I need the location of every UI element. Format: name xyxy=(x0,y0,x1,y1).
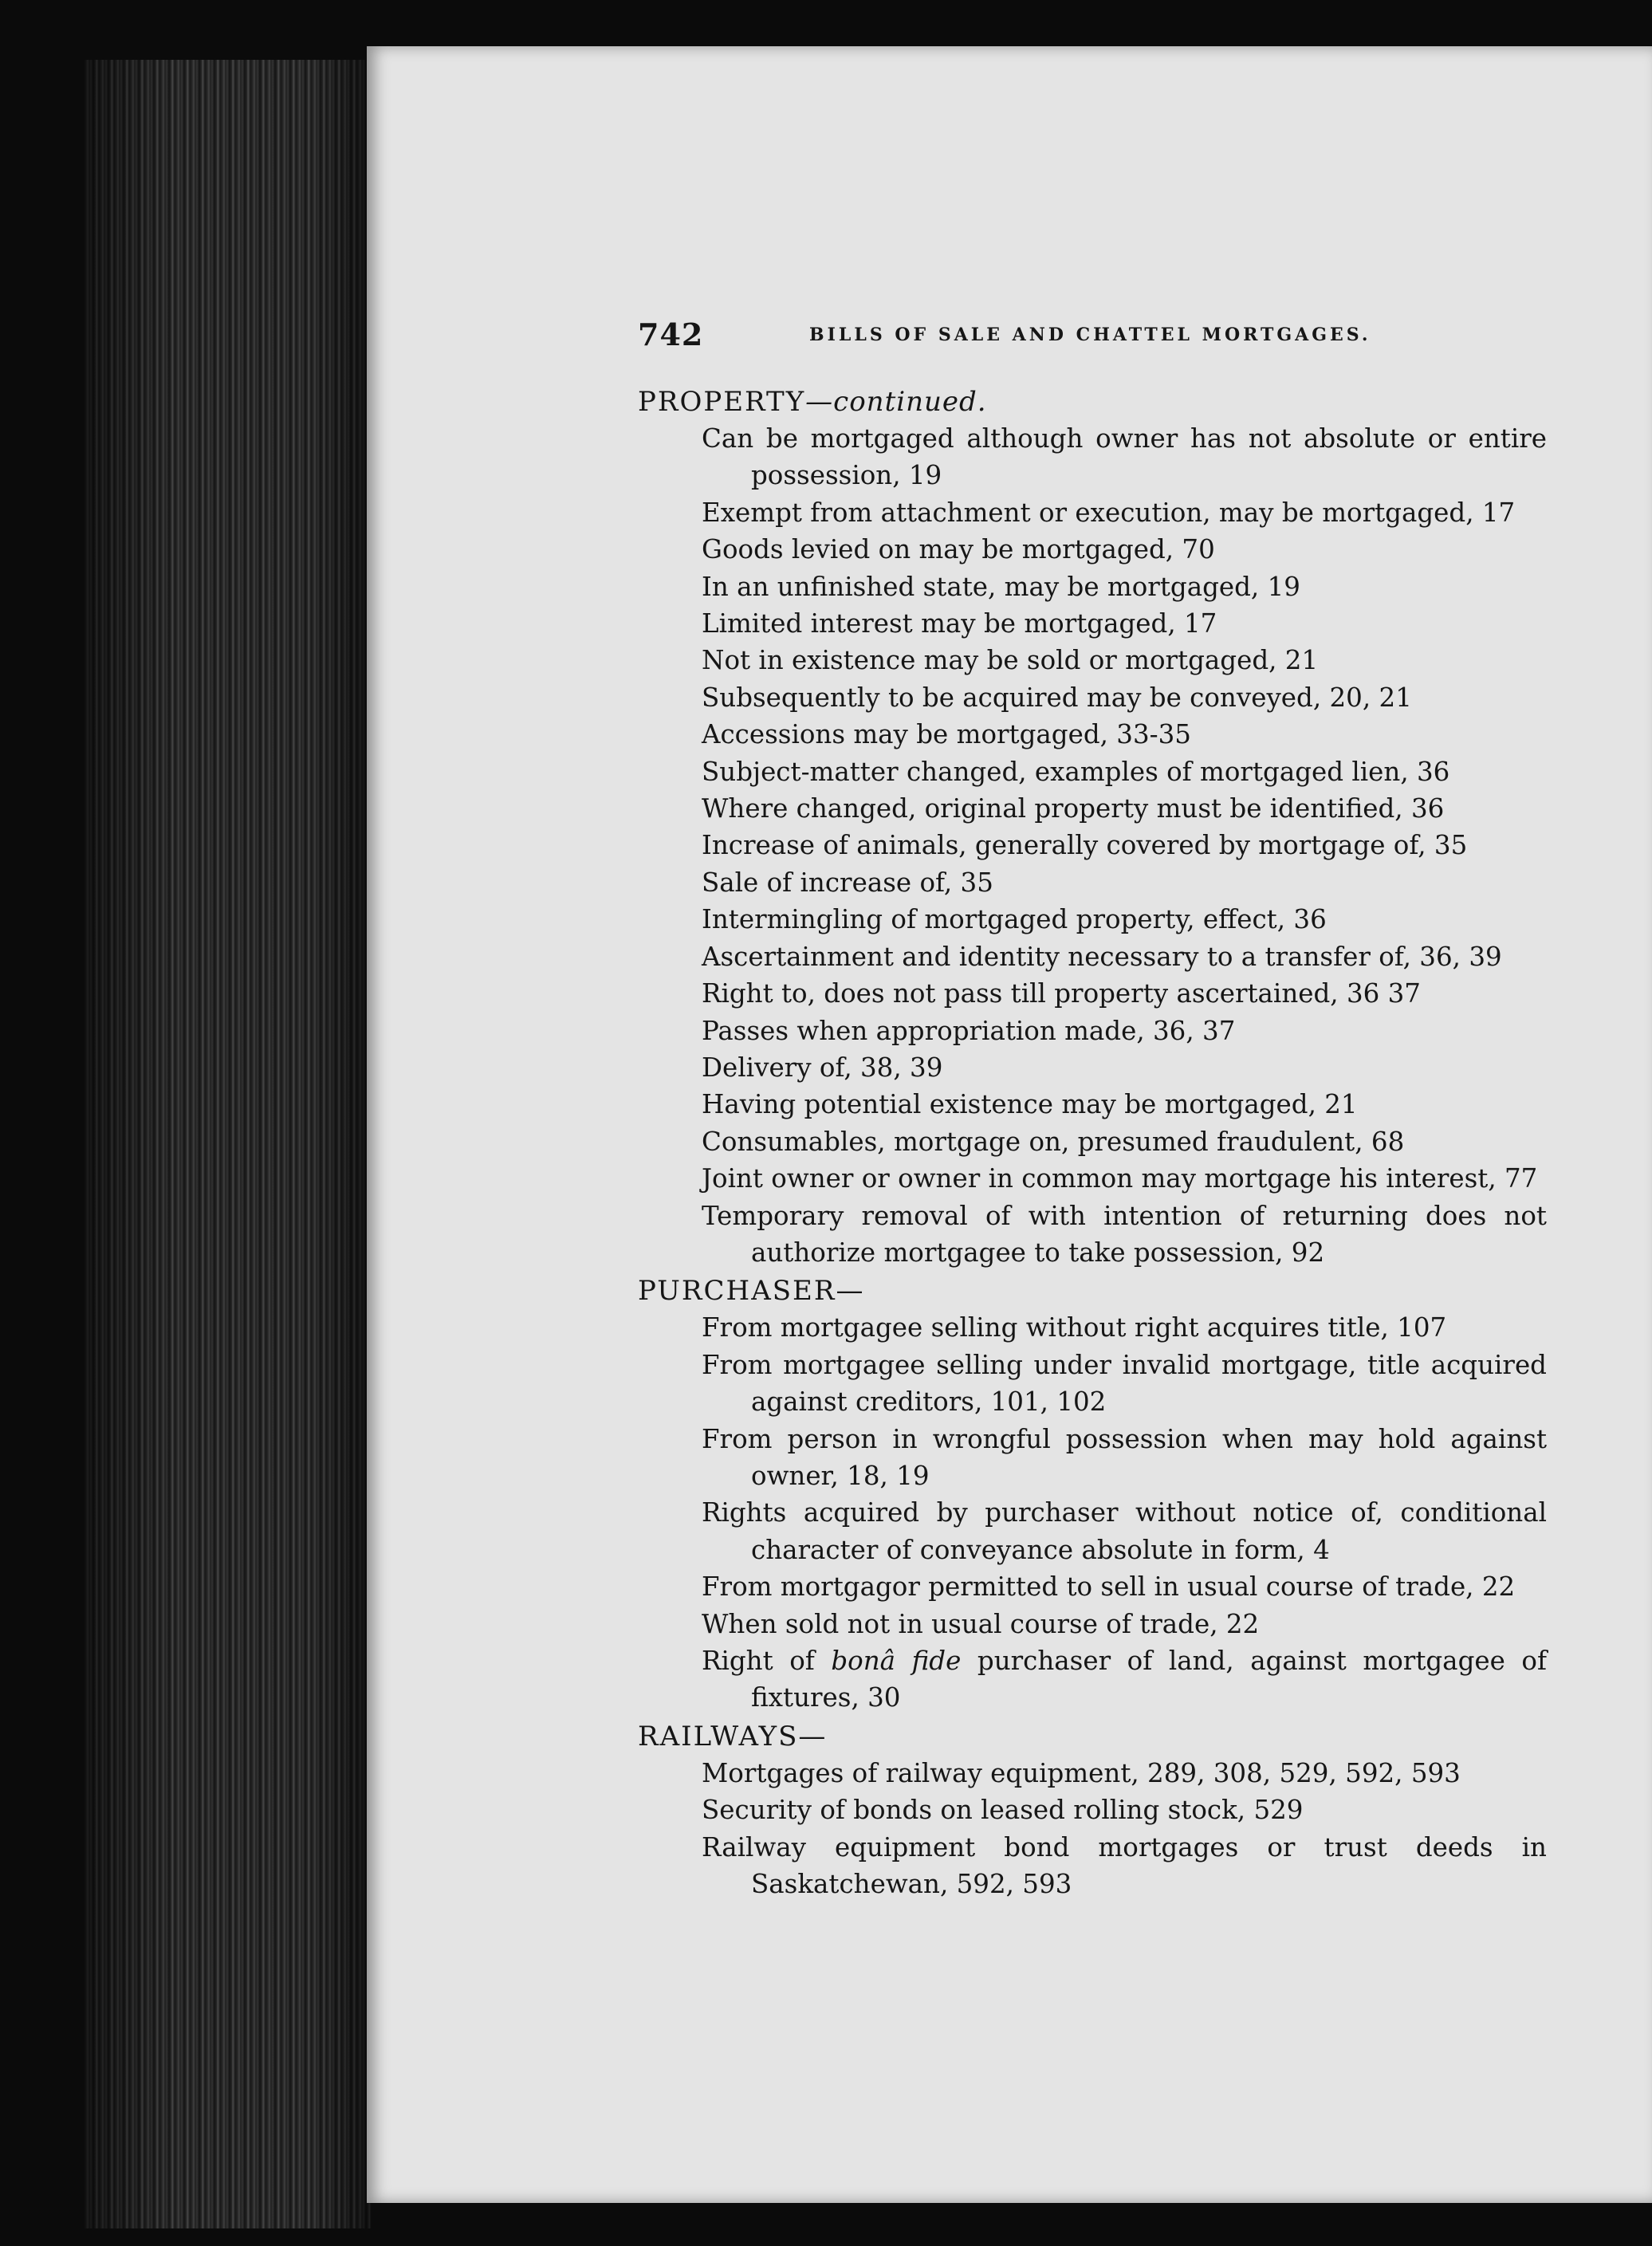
section-heading-text: PURCHASER— xyxy=(638,1275,865,1308)
index-section-purchaser xyxy=(638,1272,1547,1716)
index-entry: Exempt from attachment or execution, may be mortgaged, 17 xyxy=(702,497,1516,528)
page-number: 742 xyxy=(638,317,704,352)
book-page-edges xyxy=(84,60,371,2228)
index-entry: Not in existence may be sold or mortgaged, 21 xyxy=(702,645,1319,676)
index-entry: Intermingling of mortgaged property, effect, 36 xyxy=(702,904,1327,935)
index-entry: From mortgagee selling without right acquires title, 107 xyxy=(702,1312,1447,1343)
index-entry: Mortgages of railway equipment, 289, 308, 529, 592, 593 xyxy=(702,1757,1461,1788)
index-entry: When sold not in usual course of trade, 22 xyxy=(702,1608,1260,1639)
index-entry: In an unfinished state, may be mortgaged, 19 xyxy=(702,571,1300,602)
index-content xyxy=(638,315,1547,1902)
index-entry: Consumables, mortgage on, presumed fraudulent, 68 xyxy=(702,1126,1405,1157)
page-header xyxy=(638,315,1547,371)
index-entry: Rights acquired by purchaser without notice of, conditional character of conveyance absolute in form, 4 xyxy=(702,1497,1547,1565)
index-entry: Limited interest may be mortgaged, 17 xyxy=(702,608,1217,639)
index-entry: Ascertainment and identity necessary to a transfer of, 36, 39 xyxy=(702,941,1502,972)
index-entry: From mortgagee selling under invalid mortgage, title acquired against creditors, 101, 102 xyxy=(702,1349,1547,1418)
index-section-railways xyxy=(638,1718,1547,1903)
index-entry: Accessions may be mortgaged, 33-35 xyxy=(702,719,1191,750)
index-entry: Temporary removal of with intention of returning does not authorize mortgagee to take possession, 92 xyxy=(702,1200,1547,1268)
section-heading-text: PROPERTY xyxy=(638,386,806,418)
index-entry: Security of bonds on leased rolling stock, 529 xyxy=(702,1795,1304,1826)
index-entry: Right of bonâ fide purchaser of land, against mortgagee of fixtures, 30 xyxy=(702,1646,1547,1713)
index-entry: Where changed, original property must be identified, 36 xyxy=(702,793,1445,824)
index-entry: Joint owner or owner in common may mortgage his interest, 77 xyxy=(702,1163,1538,1194)
index-entry: Sale of increase of, 35 xyxy=(702,867,993,898)
section-heading xyxy=(638,1718,1547,1755)
section-heading xyxy=(638,1272,1547,1309)
section-heading-text: RAILWAYS— xyxy=(638,1720,828,1752)
index-entry: Right to, does not pass till property ascertained, 36 37 xyxy=(702,978,1421,1009)
index-entry: Subsequently to be acquired may be conveyed, 20, 21 xyxy=(702,682,1412,713)
index-entry: Increase of animals, generally covered by mortgage of, 35 xyxy=(702,830,1468,861)
index-entry: From person in wrongful possession when may hold against owner, 18, 19 xyxy=(702,1423,1547,1491)
index-entry: Having potential existence may be mortgaged, 21 xyxy=(702,1089,1358,1120)
index-entry: Railway equipment bond mortgages or trust deeds in Saskatchewan, 592, 593 xyxy=(702,1831,1547,1900)
running-head: BILLS OF SALE AND CHATTEL MORTGAGES. xyxy=(809,325,1371,345)
index-entry: Passes when appropriation made, 36, 37 xyxy=(702,1015,1236,1046)
index-entry: Goods levied on may be mortgaged, 70 xyxy=(702,534,1215,565)
section-heading xyxy=(638,384,1547,420)
index-section-property xyxy=(638,384,1547,1271)
index-entry: Delivery of, 38, 39 xyxy=(702,1052,943,1083)
index-entry: From mortgagor permitted to sell in usual course of trade, 22 xyxy=(702,1571,1516,1603)
section-heading-suffix: —continued. xyxy=(805,386,987,418)
index-entry: Can be mortgaged although owner has not absolute or entire possession, 19 xyxy=(702,423,1547,491)
index-entry: Subject-matter changed, examples of mortgaged lien, 36 xyxy=(702,756,1450,787)
